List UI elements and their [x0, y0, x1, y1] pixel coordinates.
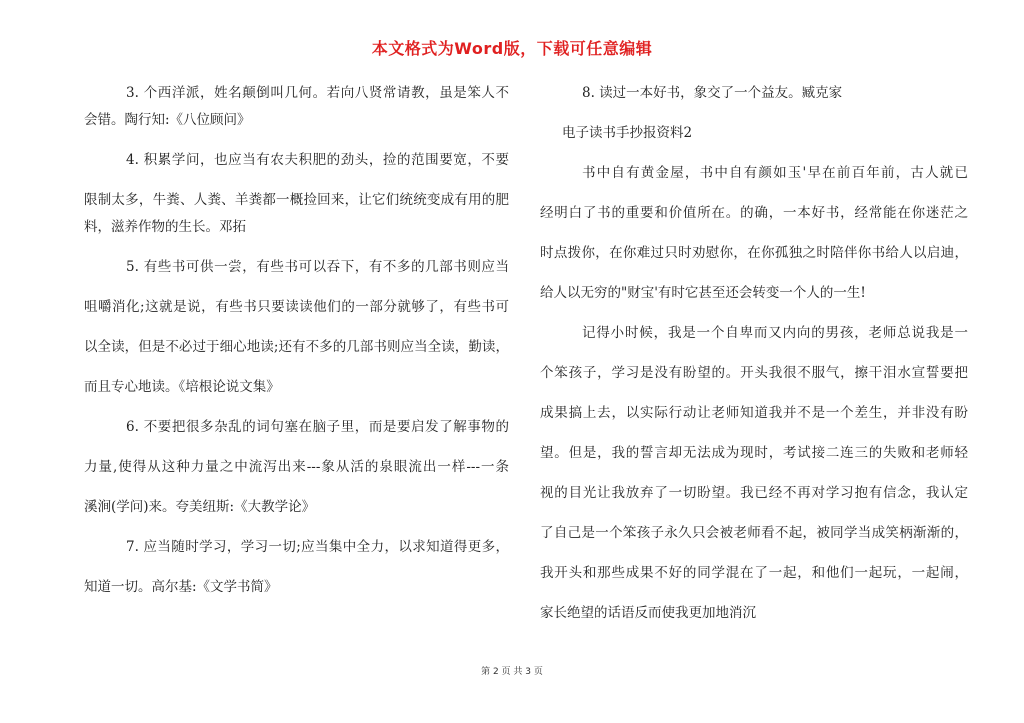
text-line: 溪涧(学问)来。夸美纽斯:《大教学论》: [84, 499, 316, 515]
text-line: 时点拨你，在你难过只时劝慰你，在你孤独之时陪伴你书给人以启迪，: [540, 245, 968, 261]
text-line: 7. 应当随时学习，学习一切;应当集中全力，以求知道得更多，: [126, 539, 509, 555]
text-line: 5. 有些书可供一尝，有些书可以吞下，有不多的几部书则应当: [126, 259, 509, 275]
text-line: 书中自有黄金屋，书中自有颜如玉'早在前百年前，古人就已: [582, 165, 968, 181]
text-line: 知道一切。高尔基:《文学书简》: [84, 579, 278, 595]
text-line: 3. 个西洋派，姓名颠倒叫几何。若向八贤常请教，虽是笨人不: [126, 85, 509, 101]
left-column: [84, 80, 509, 601]
page-number: 第 2 页 共 3 页: [481, 667, 543, 677]
text-line: 给人以无穷的"财宝'有时它甚至还会转变一个人的一生!: [540, 285, 866, 301]
text-line: 我开头和那些成果不好的同学混在了一起，和他们一起玩，一起闹，: [540, 565, 968, 581]
text-line: 8. 读过一本好书，象交了一个益友。臧克家: [582, 85, 843, 101]
text-line: 而且专心地读。《培根论说文集》: [84, 379, 280, 395]
text-line: 以全读，但是不必过于细心地读;还有不多的几部书则应当全读，勤读，: [84, 339, 509, 355]
right-column: [540, 80, 968, 627]
text-line: 经明白了书的重要和价值所在。的确，一本好书，经常能在你迷茫之: [540, 205, 968, 221]
text-line: 力量,使得从这种力量之中流泻出来---象从活的泉眼流出一样---一条: [84, 459, 509, 475]
text-line: 了自己是一个笨孩子永久只会被老师看不起，被同学当成笑柄渐渐的，: [540, 525, 968, 541]
text-line: 咀嚼消化;这就是说，有些书只要读读他们的一部分就够了，有些书可: [84, 299, 509, 315]
text-line: 会错。陶行知:《八位顾问》: [84, 112, 251, 128]
section-heading: 电子读书手抄报资料2: [562, 125, 693, 141]
text-line: 视的目光让我放弃了一切盼望。我已经不再对学习抱有信念，我认定: [540, 485, 968, 501]
download-banner: 本文格式为Word版，下载可任意编辑: [371, 39, 653, 58]
text-line: 6. 不要把很多杂乱的词句塞在脑子里，而是要启发了解事物的: [126, 419, 509, 435]
text-line: 4. 积累学问，也应当有农夫积肥的劲头，捡的范围要宽，不要: [126, 152, 509, 168]
text-line: 成果搞上去，以实际行动让老师知道我并不是一个差生，并非没有盼: [540, 405, 968, 421]
text-line: 家长绝望的话语反而使我更加地消沉: [540, 605, 756, 621]
text-line: 料，滋养作物的生长。邓拓: [84, 219, 246, 235]
text-line: 记得小时候，我是一个自卑而又内向的男孩，老师总说我是一: [582, 325, 968, 341]
text-line: 个笨孩子，学习是没有盼望的。开头我很不服气，擦干泪水宣誓要把: [540, 365, 968, 381]
text-line: 限制太多，牛粪、人粪、羊粪都一概捡回来，让它们统统变成有用的肥: [84, 192, 509, 208]
text-line: 望。但是，我的誓言却无法成为现时，考试接二连三的失败和老师轻: [540, 445, 968, 461]
